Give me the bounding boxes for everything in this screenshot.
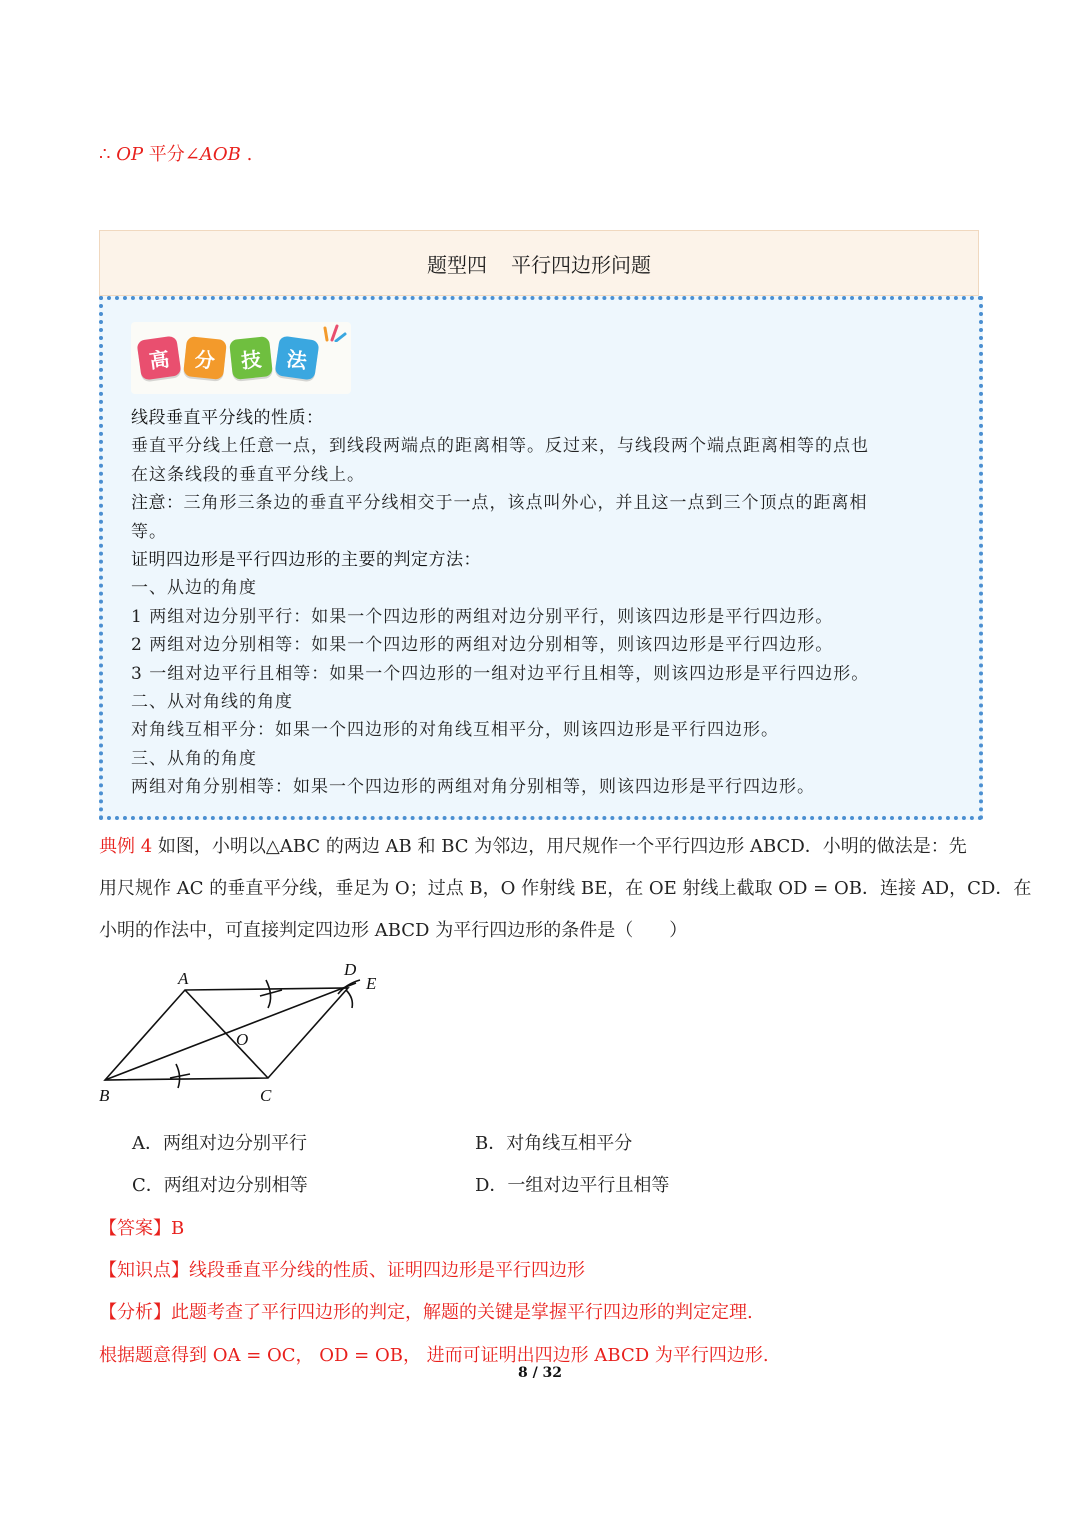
label-d: D [344, 960, 357, 979]
construction-arc-d [338, 980, 360, 994]
option-a: A．两组对边分别平行 [132, 1133, 307, 1154]
section-title: 平行四边形问题 [511, 252, 651, 277]
tips-item-1: 1 两组对边分别平行：如果一个四边形的两组对边分别平行，则该四边形是平行四边形。 [131, 606, 834, 627]
option-d: D．一组对边平行且相等 [475, 1175, 670, 1196]
tips-item-2: 2 两组对边分别相等：如果一个四边形的两组对边分别相等，则该四边形是平行四边形。 [131, 635, 834, 656]
page-number: 8 / 32 [517, 1365, 563, 1381]
note-label: 注意： [131, 493, 184, 514]
knowledge-value: 线段垂直平分线的性质、证明四边形是平行四边形 [189, 1260, 585, 1281]
tips-section-3: 三、从角的角度 [131, 748, 257, 769]
knowledge-label: 【知识点】 [99, 1260, 189, 1281]
label-e: E [366, 974, 377, 993]
section-number: 题型四 [427, 252, 487, 277]
logo-tile-3: 技 [229, 336, 273, 380]
tips-heading-2: 证明四边形是平行四边形的主要的判定方法： [131, 550, 481, 571]
example-line-1 [99, 832, 967, 858]
note-text-a: 三角形三条边的垂直平分线相交于一点，该点叫外心，并且这一点到三个顶点的距离相 [183, 493, 868, 514]
answer-line [99, 1214, 184, 1240]
tips-note [131, 489, 953, 517]
logo-tile-2: 分 [183, 336, 227, 380]
label-b: B [99, 1086, 110, 1105]
example-line-2: 用尺规作 AC 的垂直平分线，垂足为 O；过点 B，O 作射线 BE，在 OE 射线上截取 OD = OB．连接 AD，CD．在 [99, 878, 1032, 899]
high-score-tips-logo [131, 322, 351, 394]
conclusion-line [99, 140, 252, 166]
construction-arc-d2 [346, 990, 352, 1008]
tips-item-5: 两组对角分别相等：如果一个四边形的两组对角分别相等，则该四边形是平行四边形。 [131, 777, 815, 798]
ray-be [105, 983, 356, 1080]
tips-item-3: 3 一组对边平行且相等：如果一个四边形的一组对边平行且相等，则该四边形是平行四边形。 [131, 663, 870, 684]
tips-para-1b: 在这条线段的垂直平分线上。 [131, 464, 365, 485]
answer-label: 【答案】 [99, 1218, 171, 1239]
tips-item-4: 对角线互相平分：如果一个四边形的对角线互相平分，则该四边形是平行四边形。 [131, 720, 779, 741]
analysis-value: 此题考查了平行四边形的判定，解题的关键是掌握平行四边形的判定定理. [171, 1302, 753, 1323]
reasoning-line: 根据题意得到 OA = OC， OD = OB， 进而可证明出四边形 ABCD 为平行四边形. [99, 1345, 769, 1366]
diagonal-ac [185, 990, 268, 1078]
label-a: A [178, 969, 189, 988]
tips-box [99, 296, 983, 820]
section-heading [99, 230, 979, 296]
example-line-3: 小明的作法中，可直接判定四边形 ABCD 为平行四边形的条件是（ ） [99, 920, 688, 941]
period: . [240, 144, 253, 165]
label-o: O [236, 1030, 249, 1049]
tips-para-1a: 垂直平分线上任意一点，到线段两端点的距离相等。反过来，与线段两个端点距离相等的点也 [131, 436, 869, 457]
option-b: B．对角线互相平分 [475, 1133, 633, 1154]
therefore-symbol: ∴ [99, 144, 111, 165]
tips-heading-1: 线段垂直平分线的性质： [131, 408, 324, 428]
analysis-label: 【分析】 [99, 1302, 171, 1323]
example-text-1: 如图，小明以△ABC 的两边 AB 和 BC 为邻边，用尺规作一个平行四边形 ABCD．小明的做法是：先 [157, 836, 967, 857]
segment-op: OP [116, 144, 144, 165]
label-c: C [260, 1086, 272, 1105]
example-label: 典例 4 [99, 836, 153, 857]
logo-tile-1: 高 [136, 335, 181, 380]
sparkle-icon [323, 322, 347, 342]
tips-section-2: 二、从对角线的角度 [131, 692, 293, 713]
angle-aob: ∠AOB [184, 144, 241, 165]
logo-tile-4: 法 [274, 335, 319, 380]
verb-bisect: 平分 [143, 144, 185, 165]
knowledge-line [99, 1256, 585, 1282]
parallelogram-figure [90, 958, 400, 1108]
tips-note-b: 等。 [131, 521, 167, 542]
answer-value: B [171, 1218, 185, 1239]
analysis-line [99, 1298, 753, 1324]
tips-section-1: 一、从边的角度 [131, 578, 257, 599]
option-c: C．两组对边分别相等 [132, 1175, 308, 1196]
